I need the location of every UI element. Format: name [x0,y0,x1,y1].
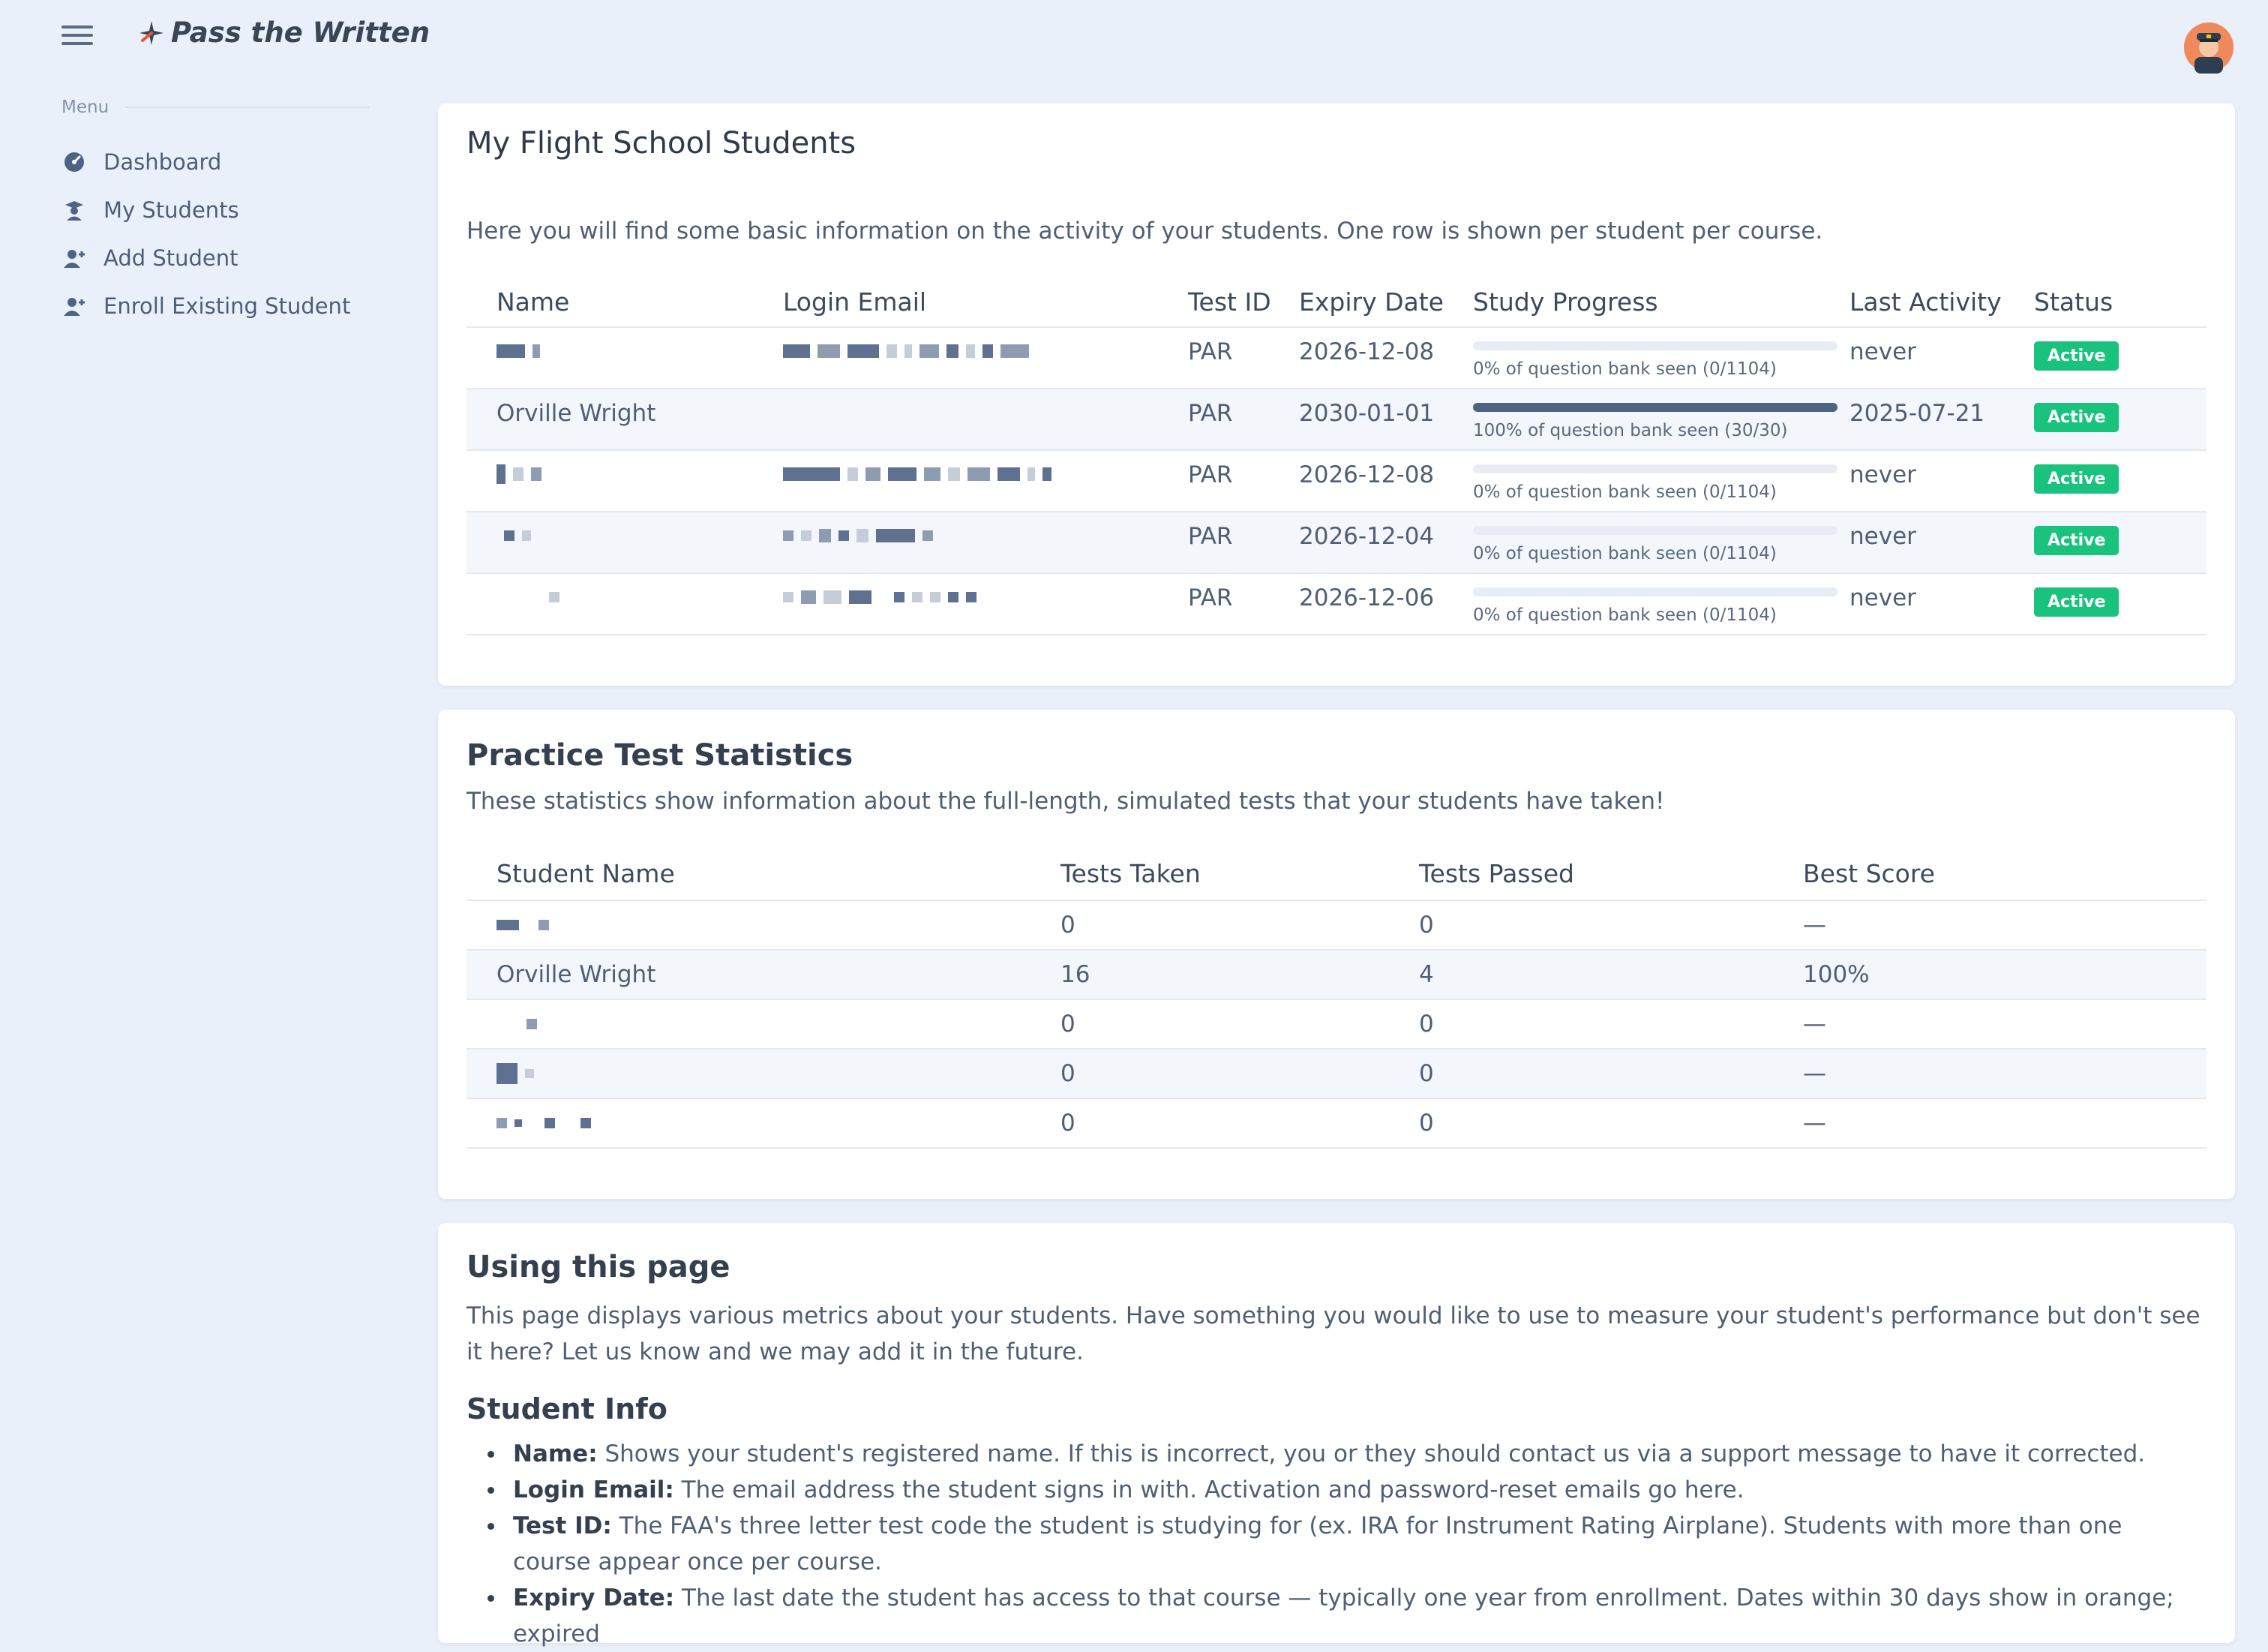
tests-passed-cell: 4 [1419,950,1803,999]
best-score-cell: — [1803,999,2206,1049]
definition: The FAA's three letter test code the student is studying for (ex. IRA for Instrument Rating Airplane). Students with more than one course appear once per course. [513,1512,2122,1575]
study-progress-cell [1473,573,1850,635]
login-email-cell [753,573,1188,635]
tests-passed-cell: 0 [1419,1049,1803,1098]
definition: Shows your student's registered name. If this is incorrect, you or they should contact us via a support message to have it corrected. [597,1440,2146,1467]
status-badge: Active [2034,341,2119,371]
redacted-name [496,912,1060,938]
sidebar-item-label: Dashboard [104,149,222,175]
expiry-date-cell: 2026-12-04 [1299,512,1473,573]
col-header-login-email[interactable]: Login Email [753,278,1188,327]
status-badge: Active [2034,464,2119,494]
pilot-avatar-icon [2184,23,2234,72]
progress-fill [1473,403,1838,412]
top-bar [0,0,2268,75]
table-row[interactable] [466,900,2206,950]
sidebar-item-add-student[interactable] [62,234,369,282]
progress-text: 0% of question bank seen (0/1104) [1473,605,1777,625]
user-plus-icon [62,245,87,271]
help-card [438,1223,2235,1647]
menu-heading-label: Menu [62,98,110,117]
students-card-title: My Flight School Students [466,126,856,161]
user-avatar[interactable] [2184,23,2234,72]
status-cell [2034,389,2206,450]
sidebar-item-dashboard[interactable] [62,138,369,186]
study-progress-bar [1473,403,1838,440]
term: Expiry Date: [513,1584,675,1611]
list-item [488,1508,2182,1580]
stats-table-header [466,848,2206,900]
last-activity-cell: never [1850,512,2034,573]
sidebar-item-label: Add Student [104,245,238,271]
student-name-cell: Orville Wright [466,950,1060,999]
hamburger-menu-icon[interactable] [62,26,93,48]
students-card [438,104,2235,686]
study-progress-cell [1473,512,1850,573]
list-item [488,1472,2182,1508]
brand-name: Pass the Written [171,17,430,49]
study-progress-cell [1473,450,1850,512]
study-progress-bar [1473,341,1838,379]
test-id-cell: PAR [1188,573,1299,635]
students-table-header [466,278,2206,327]
student-name-cell [466,327,753,389]
term: Test ID: [513,1512,612,1539]
status-badge: Active [2034,587,2119,617]
progress-text: 100% of question bank seen (30/30) [1473,421,1788,440]
tests-passed-cell: 0 [1419,900,1803,950]
col-header-expiry-date[interactable]: Expiry Date [1299,278,1473,327]
tests-passed-cell: 0 [1419,999,1803,1049]
best-score-cell: 100% [1803,950,2206,999]
status-cell [2034,450,2206,512]
plane-logo-icon [136,18,166,48]
tests-taken-cell: 16 [1060,950,1419,999]
stats-table [466,848,2206,1149]
definition: The email address the student signs in with. Activation and password-reset emails go here. [674,1476,1744,1503]
table-row[interactable] [466,327,2206,389]
best-score-cell: — [1803,1049,2206,1098]
student-name-cell: Orville Wright [466,389,753,450]
sidebar-item-label: My Students [104,197,239,223]
test-id-cell: PAR [1188,512,1299,573]
graduate-icon [62,197,87,223]
login-email-cell [753,450,1188,512]
col-header-student-name[interactable]: Student Name [466,848,1060,900]
stats-card-description: These statistics show information about the full-length, simulated tests that your students have taken! [466,788,1665,815]
status-cell [2034,512,2206,573]
col-header-tests-passed[interactable]: Tests Passed [1419,848,1803,900]
redacted-name [496,1011,1060,1037]
stats-card [438,710,2235,1199]
redacted-name [496,523,753,548]
redacted-name [496,338,753,364]
menu-heading [62,98,369,117]
student-name-cell [466,450,753,512]
sidebar [62,98,369,330]
definition: The last date the student has access to that course — typically one year from enrollment. Dates within 30 days show in orange; expired [513,1584,2174,1647]
table-row[interactable] [466,999,2206,1049]
student-name-cell [466,900,1060,950]
redacted-email [783,338,1188,364]
col-header-test-id[interactable]: Test ID [1188,278,1299,327]
col-header-study-progress[interactable]: Study Progress [1473,278,1850,327]
status-badge: Active [2034,526,2119,555]
menu-divider [125,107,369,108]
progress-text: 0% of question bank seen (0/1104) [1473,482,1777,502]
sidebar-item-my-students[interactable] [62,186,369,234]
table-row[interactable] [466,573,2206,635]
tests-taken-cell: 0 [1060,900,1419,950]
study-progress-cell [1473,389,1850,450]
col-header-last-activity[interactable]: Last Activity [1850,278,2034,327]
redacted-email [783,584,1188,610]
test-id-cell: PAR [1188,389,1299,450]
term: Login Email: [513,1476,674,1503]
tests-passed-cell: 0 [1419,1098,1803,1148]
progress-text: 0% of question bank seen (0/1104) [1473,544,1777,563]
dashboard-icon [62,149,87,175]
best-score-cell: — [1803,900,2206,950]
last-activity-cell: never [1850,327,2034,389]
student-name-cell [466,573,753,635]
student-name-cell [466,999,1060,1049]
table-row[interactable] [466,389,2206,450]
student-name-cell [466,1049,1060,1098]
last-activity-cell: never [1850,573,2034,635]
user-plus-icon [62,293,87,319]
col-header-name[interactable]: Name [466,278,753,327]
help-card-description: This page displays various metrics about your students. Have something you would like to use to measure your student's performance but don't see it here? Let us know and we may add it in the future. [466,1302,2200,1365]
last-activity-cell: 2025-07-21 [1850,389,2034,450]
status-cell [2034,327,2206,389]
redacted-email [783,461,1188,487]
help-card-title: Using this page [466,1250,730,1284]
list-item [488,1580,2182,1652]
stats-card-title: Practice Test Statistics [466,738,854,773]
progress-text: 0% of question bank seen (0/1104) [1473,359,1777,379]
student-name-cell [466,512,753,573]
login-email-cell [753,327,1188,389]
brand[interactable] [136,17,430,49]
col-header-best-score[interactable]: Best Score [1803,848,2206,900]
expiry-date-cell: 2026-12-06 [1299,573,1473,635]
table-row[interactable] [466,1098,2206,1148]
login-email-cell [753,512,1188,573]
redacted-name [496,461,753,487]
login-email-cell [753,389,1188,450]
test-id-cell: PAR [1188,327,1299,389]
students-table [466,278,2206,635]
list-item [488,1436,2182,1472]
redacted-name [496,1061,1060,1086]
last-activity-cell: never [1850,450,2034,512]
student-info-heading: Student Info [466,1392,668,1425]
sidebar-item-label: Enroll Existing Student [104,293,351,319]
redacted-name [496,1110,1060,1136]
best-score-cell: — [1803,1098,2206,1148]
study-progress-bar [1473,526,1838,563]
redacted-email [783,523,1188,548]
tests-taken-cell: 0 [1060,1098,1419,1148]
student-name-cell [466,1098,1060,1148]
study-progress-bar [1473,587,1838,625]
status-badge: Active [2034,403,2119,432]
table-row[interactable] [466,450,2206,512]
student-info-list [488,1436,2182,1652]
students-card-description: Here you will find some basic information on the activity of your students. One row is shown per student per course. [466,218,1823,245]
study-progress-bar [1473,464,1838,502]
table-row[interactable] [466,950,2206,999]
tests-taken-cell: 0 [1060,1049,1419,1098]
expiry-date-cell: 2026-12-08 [1299,450,1473,512]
status-cell [2034,573,2206,635]
tests-taken-cell: 0 [1060,999,1419,1049]
col-header-status[interactable]: Status [2034,278,2206,327]
table-row[interactable] [466,512,2206,573]
expiry-date-cell: 2026-12-08 [1299,327,1473,389]
col-header-tests-taken[interactable]: Tests Taken [1060,848,1419,900]
redacted-name [496,584,753,610]
term: Name: [513,1440,598,1467]
test-id-cell: PAR [1188,450,1299,512]
expiry-date-cell: 2030-01-01 [1299,389,1473,450]
sidebar-item-enroll-existing-student[interactable] [62,282,369,330]
table-row[interactable] [466,1049,2206,1098]
study-progress-cell [1473,327,1850,389]
